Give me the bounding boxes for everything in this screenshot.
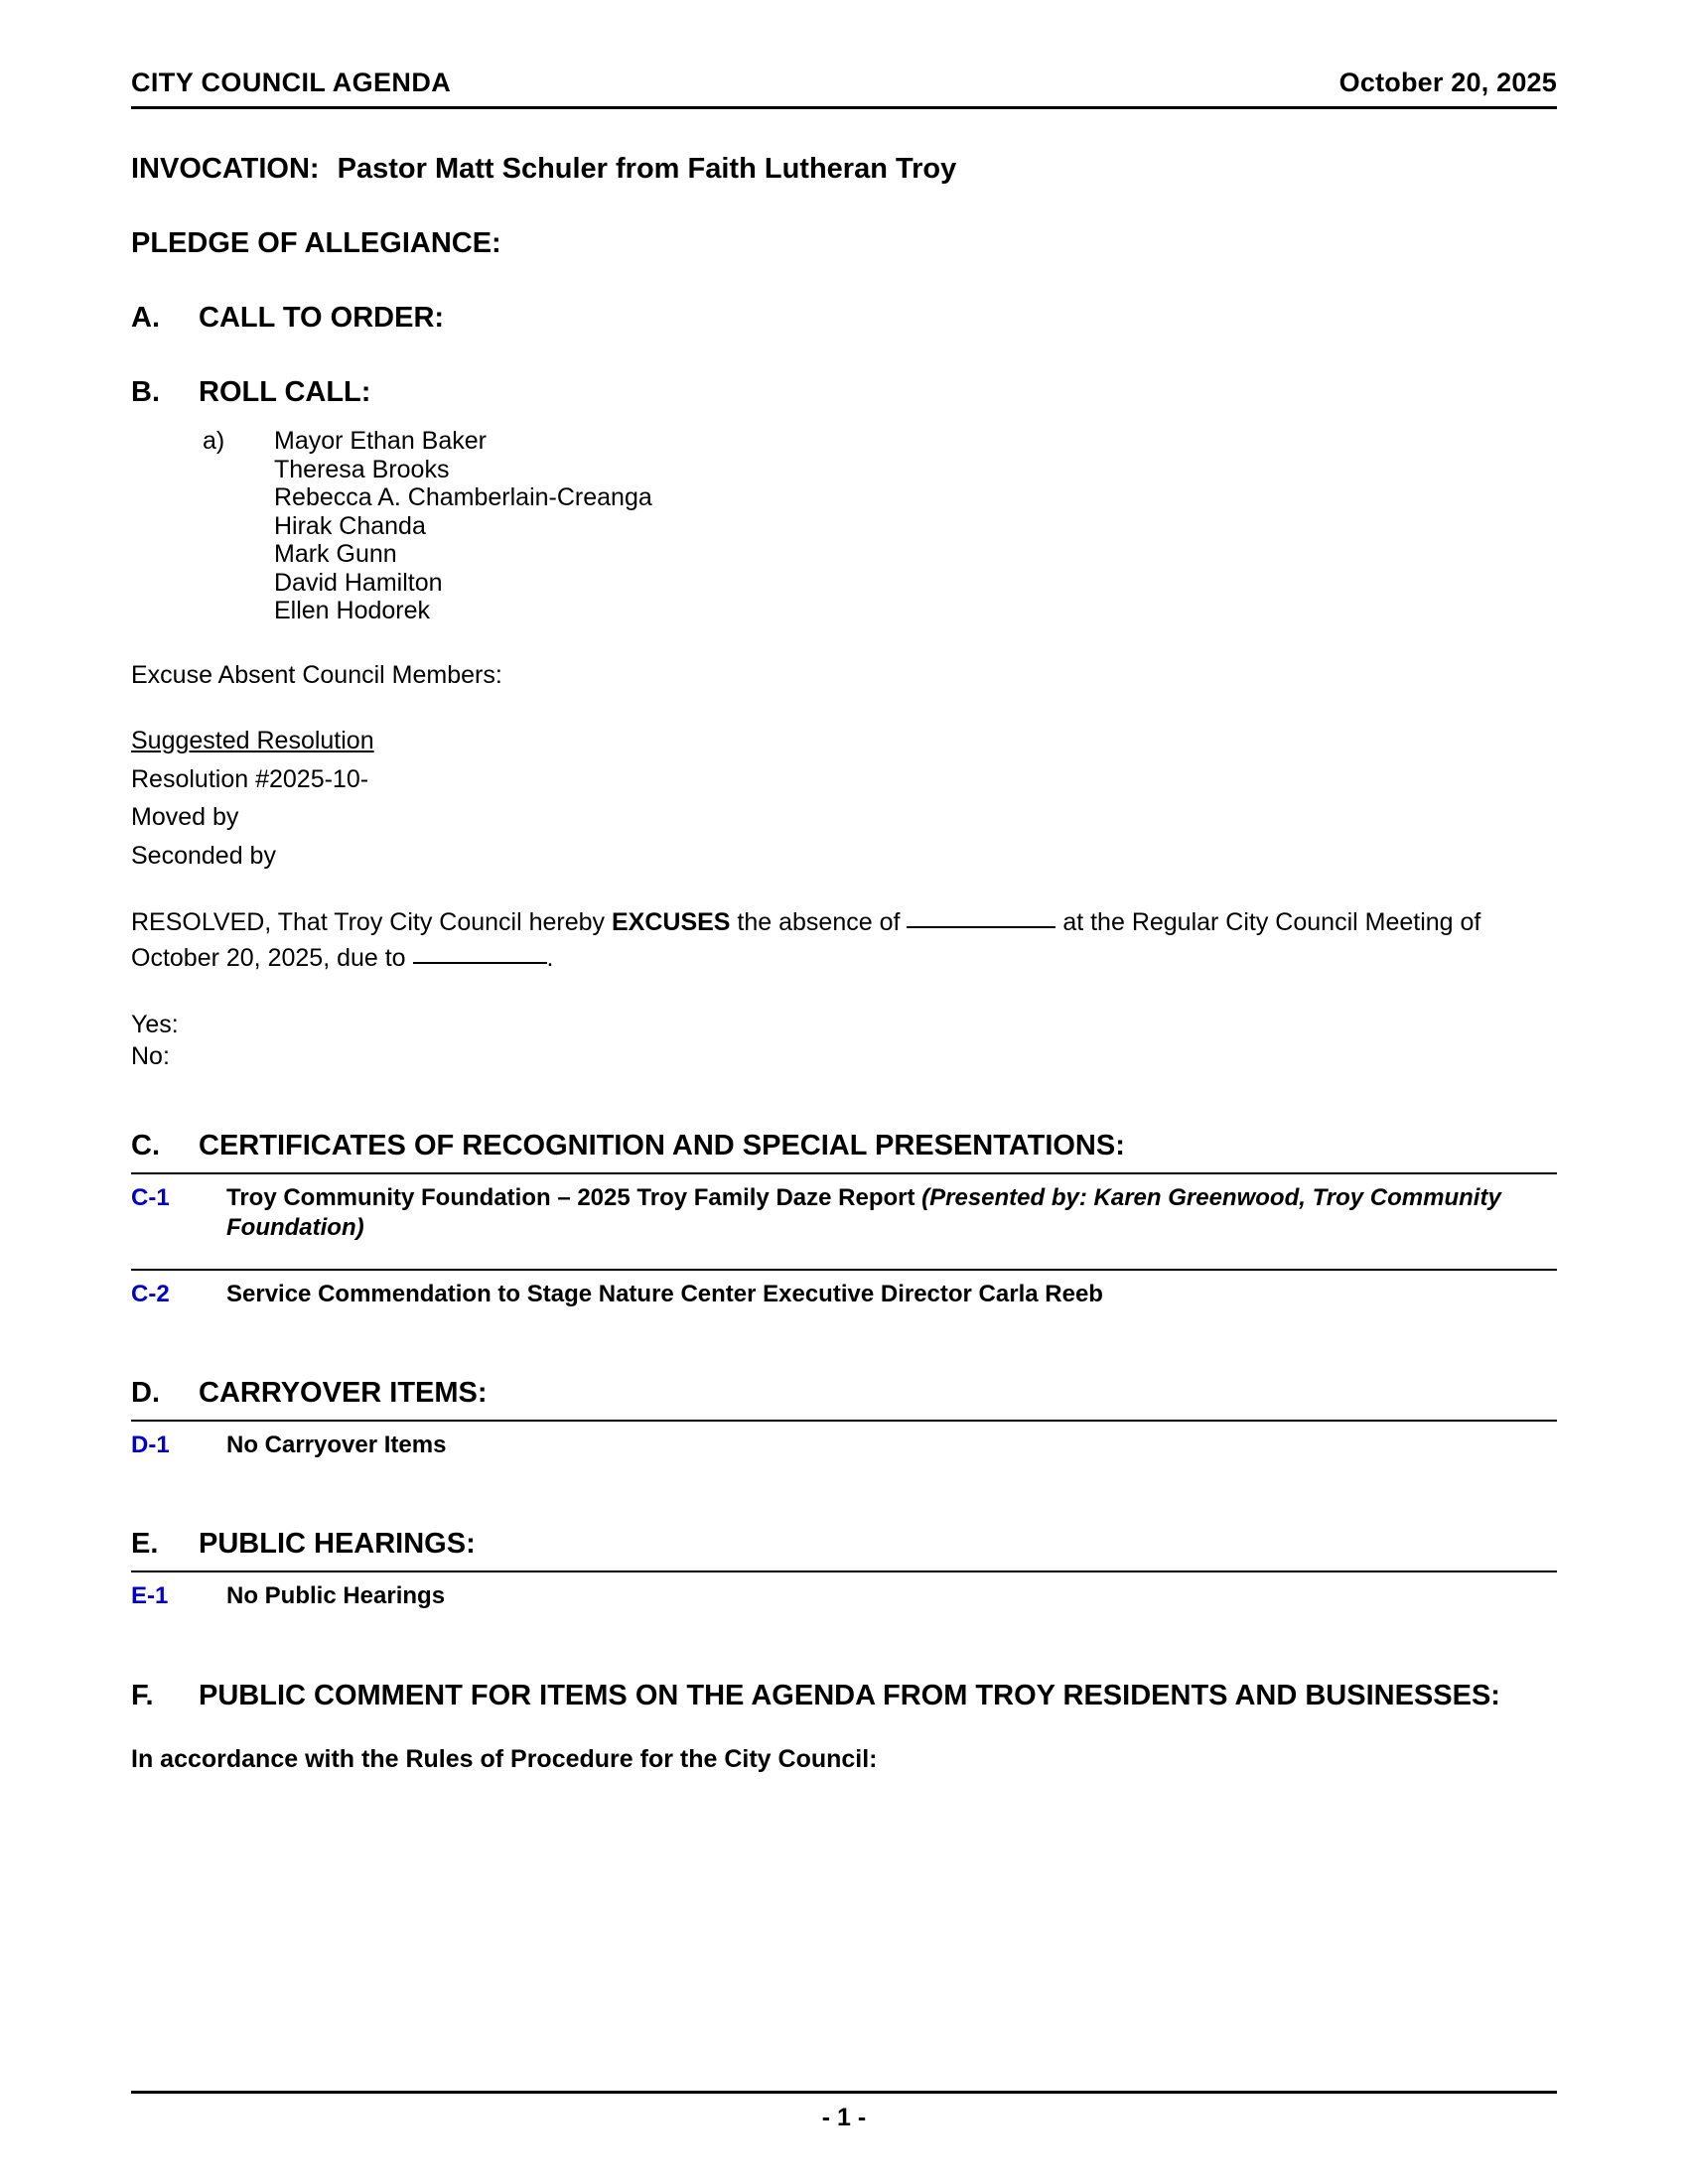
section-f-letter: F. bbox=[131, 1680, 154, 1711]
section-d bbox=[131, 1377, 1557, 1410]
no-label: No: bbox=[131, 1041, 170, 1070]
roll-call-marker: a) bbox=[203, 427, 225, 455]
section-b-title: ROLL CALL: bbox=[199, 376, 371, 408]
excuse-absent-label: Excuse Absent Council Members: bbox=[131, 660, 502, 689]
section-f bbox=[131, 1679, 1557, 1713]
section-a bbox=[131, 302, 1557, 335]
section-c-title: CERTIFICATES OF RECOGNITION AND SPECIAL PRESENTATIONS: bbox=[199, 1130, 1125, 1161]
section-b-letter: B. bbox=[131, 376, 160, 408]
resolved-text-3: at the Regular City Council Meeting of October 20, 2025, due to bbox=[131, 908, 1481, 972]
section-f-title: PUBLIC COMMENT FOR ITEMS ON THE AGENDA FROM TROY RESIDENTS AND BUSINESSES: bbox=[199, 1680, 1500, 1711]
agenda-item-title: No Public Hearings bbox=[226, 1582, 446, 1609]
agenda-item-code[interactable]: C-1 bbox=[131, 1184, 170, 1211]
pledge-of-allegiance-heading: PLEDGE OF ALLEGIANCE: bbox=[131, 227, 501, 259]
list-item: Theresa Brooks bbox=[274, 455, 450, 483]
public-comment-note: In accordance with the Rules of Procedure for the City Council: bbox=[131, 1745, 878, 1774]
invocation-text: Pastor Matt Schuler from Faith Lutheran Troy bbox=[337, 153, 957, 185]
list-item: Mark Gunn bbox=[274, 540, 397, 568]
agenda-item-d1[interactable] bbox=[131, 1420, 1557, 1470]
agenda-item-code[interactable]: D-1 bbox=[131, 1432, 170, 1458]
invocation-line bbox=[131, 153, 1557, 186]
resolved-text-2: the absence of bbox=[730, 908, 908, 936]
section-a-title: CALL TO ORDER: bbox=[199, 302, 445, 334]
page-number: - 1 - bbox=[821, 2104, 867, 2131]
agenda-item-c1[interactable] bbox=[131, 1172, 1557, 1253]
resolved-paragraph bbox=[131, 905, 1557, 976]
resolved-text-1: RESOLVED, That Troy City Council hereby bbox=[131, 908, 612, 936]
section-e-title: PUBLIC HEARINGS: bbox=[199, 1528, 476, 1560]
page-footer bbox=[131, 2091, 1557, 2132]
resolution-number: Resolution #2025-10- bbox=[131, 764, 369, 793]
vote-tally bbox=[131, 1010, 1557, 1072]
section-e bbox=[131, 1528, 1557, 1561]
section-b bbox=[131, 376, 1557, 409]
roll-call-names bbox=[274, 427, 652, 625]
section-e-letter: E. bbox=[131, 1528, 159, 1560]
section-c-letter: C. bbox=[131, 1130, 160, 1161]
resolved-text-4: . bbox=[546, 943, 554, 972]
agenda-item-text bbox=[226, 1183, 1557, 1243]
agenda-item-title: No Carryover Items bbox=[226, 1432, 447, 1458]
document-header bbox=[131, 68, 1557, 109]
list-item: Rebecca A. Chamberlain-Creanga bbox=[274, 483, 652, 511]
agenda-item-code[interactable]: C-2 bbox=[131, 1281, 170, 1307]
list-item: Hirak Chanda bbox=[274, 511, 426, 540]
resolved-excuses-word: EXCUSES bbox=[611, 908, 731, 936]
absence-blank-field[interactable] bbox=[907, 926, 1055, 928]
roll-call-list bbox=[131, 427, 1557, 625]
header-title: CITY COUNCIL AGENDA bbox=[131, 68, 452, 97]
agenda-item-title: Troy Community Foundation – 2025 Troy Family Daze Report bbox=[226, 1184, 922, 1211]
moved-by: Moved by bbox=[131, 803, 239, 831]
section-d-letter: D. bbox=[131, 1377, 160, 1409]
agenda-item-code[interactable]: E-1 bbox=[131, 1582, 169, 1609]
header-date: October 20, 2025 bbox=[1338, 68, 1557, 97]
suggested-resolution-label bbox=[131, 725, 1557, 757]
yes-label: Yes: bbox=[131, 1011, 179, 1038]
suggested-resolution-underline: Suggested Resolution bbox=[131, 727, 374, 754]
list-item: Mayor Ethan Baker bbox=[274, 427, 487, 455]
agenda-item-c2[interactable] bbox=[131, 1269, 1557, 1319]
agenda-item-title: Service Commendation to Stage Nature Center Executive Director Carla Reeb bbox=[226, 1281, 1103, 1307]
invocation-label: INVOCATION: bbox=[131, 153, 320, 185]
agenda-item-e1[interactable] bbox=[131, 1570, 1557, 1621]
seconded-by: Seconded by bbox=[131, 841, 276, 870]
agenda-item-presenter: (Presented by: Karen Greenwood, Troy Community Foundation) bbox=[226, 1184, 1501, 1241]
section-d-title: CARRYOVER ITEMS: bbox=[199, 1377, 488, 1409]
section-a-letter: A. bbox=[131, 302, 160, 334]
reason-blank-field[interactable] bbox=[413, 962, 547, 964]
section-c bbox=[131, 1130, 1557, 1162]
list-item: Ellen Hodorek bbox=[274, 597, 431, 624]
list-item: David Hamilton bbox=[274, 568, 443, 597]
